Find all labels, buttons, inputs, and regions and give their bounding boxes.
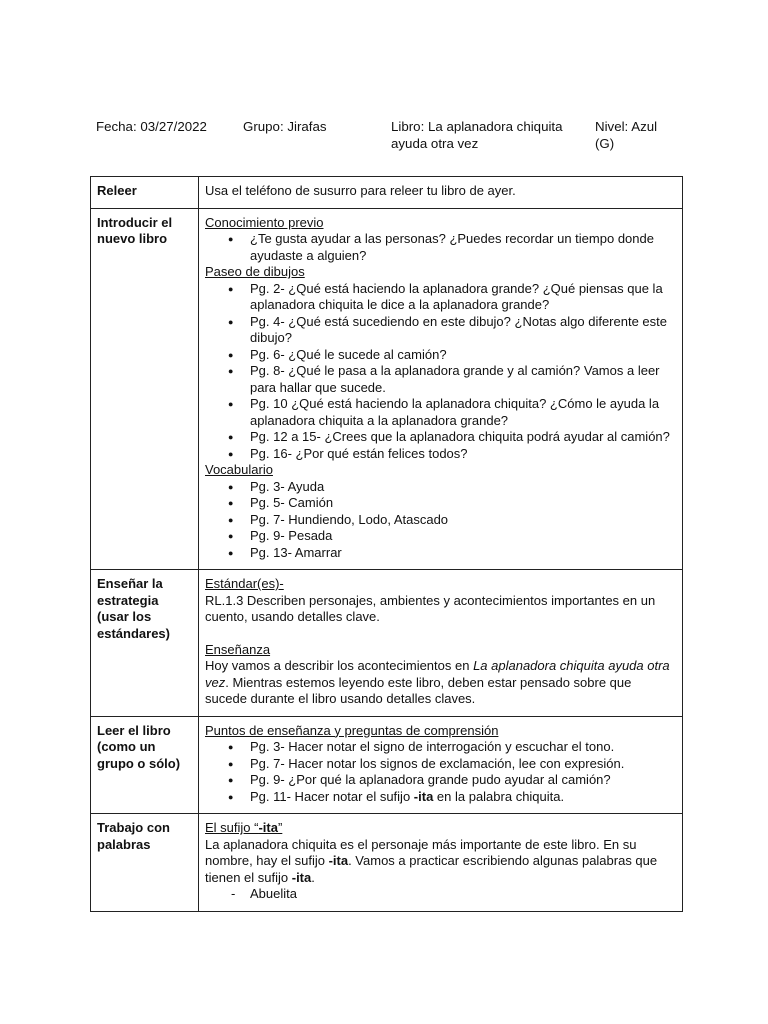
label-releer: Releer — [91, 177, 199, 209]
estandar-text: RL.1.3 Describen personajes, ambientes y acontecimientos importantes en un cuento, usando detalles clave. — [205, 592, 656, 624]
content-leer — [199, 716, 683, 814]
list-item: ● Pg. 8- ¿Qué le pasa a la aplanadora grande y al camión? Vamos a leer para hallar que sucede. — [225, 363, 676, 396]
row-releer — [91, 177, 683, 209]
content-trabajo — [199, 814, 683, 912]
item-pre: Pg. 11- Hacer notar el sufijo — [250, 788, 414, 804]
content-introducir — [199, 208, 683, 570]
sufijo-post: ” — [277, 820, 283, 835]
header-libro: Libro: La aplanadora chiquita ayuda otra vez — [391, 119, 563, 151]
ensenanza-pre: Hoy vamos a describir los acontecimientos en — [205, 658, 474, 673]
sufijo-text — [205, 837, 676, 887]
estandar-title: Estándar(es)- — [205, 576, 284, 591]
list-item: ● Pg. 5- Camión — [225, 495, 676, 512]
row-leer — [91, 716, 683, 814]
list-item: ● Pg. 3- Hacer notar el signo de interrogación y escuchar el tono. — [225, 739, 676, 756]
label-trabajo: Trabajo con palabras — [91, 814, 199, 912]
sufijo-title — [205, 820, 676, 837]
sufijo-text-part3: . — [311, 869, 315, 885]
sufijo-text-part1: La aplanadora chiquita es el personaje más importante de este libro. En su nombre, hay el sufijo — [205, 836, 637, 868]
ensenanza-text — [205, 658, 676, 708]
ensenanza-title: Enseñanza — [205, 641, 271, 657]
list-item: ● Pg. 4- ¿Qué está sucediendo en este dibujo? ¿Notas algo diferente este dibujo? — [225, 314, 676, 347]
row-trabajo — [91, 814, 683, 912]
label-leer: Leer el libro (como un grupo o sólo) — [91, 716, 199, 814]
puntos-title: Puntos de enseñanza y preguntas de comprensión — [205, 722, 499, 738]
label-ensenar: Enseñar la estrategia (usar los estándares) — [91, 570, 199, 717]
list-item: ● Pg. 2- ¿Qué está haciendo la aplanadora grande? ¿Qué piensas que la aplanadora chiquita le dice a la aplanadora grande? — [225, 281, 676, 314]
header-nivel: Nivel: Azul (G) — [595, 119, 658, 151]
list-item: ● ¿Te gusta ayudar a las personas? ¿Puedes recordar un tiempo donde ayudaste a alguien? — [225, 231, 676, 264]
list-item: ● Pg. 7- Hacer notar los signos de exclamación, lee con expresión. — [225, 756, 676, 773]
vocabulario-title: Vocabulario — [205, 462, 273, 477]
row-ensenar — [91, 570, 683, 717]
paseo-list — [205, 281, 676, 463]
sufijo-text-part2: . Vamos a practicar escribiendo algunas palabras que tienen el sufijo — [205, 853, 658, 885]
row-introducir — [91, 208, 683, 570]
conocimiento-list — [205, 231, 676, 264]
list-item: ● Pg. 10 ¿Qué está haciendo la aplanadora chiquita? ¿Cómo le ayuda la aplanadora chiquita a la aplanadora grande? — [225, 396, 676, 429]
list-item: ● Pg. 9- Pesada — [225, 528, 676, 545]
book-title: La aplanadora chiquita ayuda otra vez — [205, 658, 670, 690]
sufijo-bold: -ita — [258, 820, 278, 835]
label-introducir: Introducir el nuevo libro — [91, 208, 199, 570]
paseo-title: Paseo de dibujos — [205, 264, 305, 279]
sufijo-text-bold1: -ita — [328, 853, 349, 868]
list-item — [225, 789, 676, 806]
list-item: ● Pg. 3- Ayuda — [225, 479, 676, 496]
list-item: ● Pg. 13- Amarrar — [225, 545, 676, 562]
conocimiento-title: Conocimiento previo — [205, 214, 324, 230]
words-list — [205, 886, 676, 903]
list-item: ● Pg. 9- ¿Por qué la aplanadora grande pudo ayudar al camión? — [225, 772, 676, 789]
list-item: ● Pg. 16- ¿Por qué están felices todos? — [225, 446, 676, 463]
spacer — [205, 626, 676, 642]
vocabulario-list — [205, 479, 676, 562]
content-ensenar — [199, 570, 683, 717]
content-releer: Usa el teléfono de susurro para releer tu libro de ayer. — [199, 177, 683, 209]
ensenanza-post: . Mientras estemos leyendo este libro, deben estar pensado sobre que sucede durante el libro usando detalles claves. — [205, 674, 632, 706]
sufijo-pre: El sufijo “ — [205, 820, 259, 835]
sufijo-text-bold2: -ita — [291, 869, 312, 885]
list-item: ● Pg. 6- ¿Qué le sucede al camión? — [225, 347, 676, 364]
list-item: ● Pg. 7- Hundiendo, Lodo, Atascado — [225, 512, 676, 529]
list-item: ● Pg. 12 a 15- ¿Crees que la aplanadora chiquita podrá ayudar al camión? — [225, 429, 676, 446]
item-bold: -ita — [413, 788, 434, 804]
puntos-list — [205, 739, 676, 805]
list-item: - Abuelita — [227, 886, 676, 903]
item-post: en la palabra chiquita. — [433, 788, 565, 804]
header-grupo: Grupo: Jirafas — [243, 119, 327, 134]
header-fecha: Fecha: 03/27/2022 — [96, 119, 207, 134]
lesson-plan-table — [90, 176, 683, 912]
